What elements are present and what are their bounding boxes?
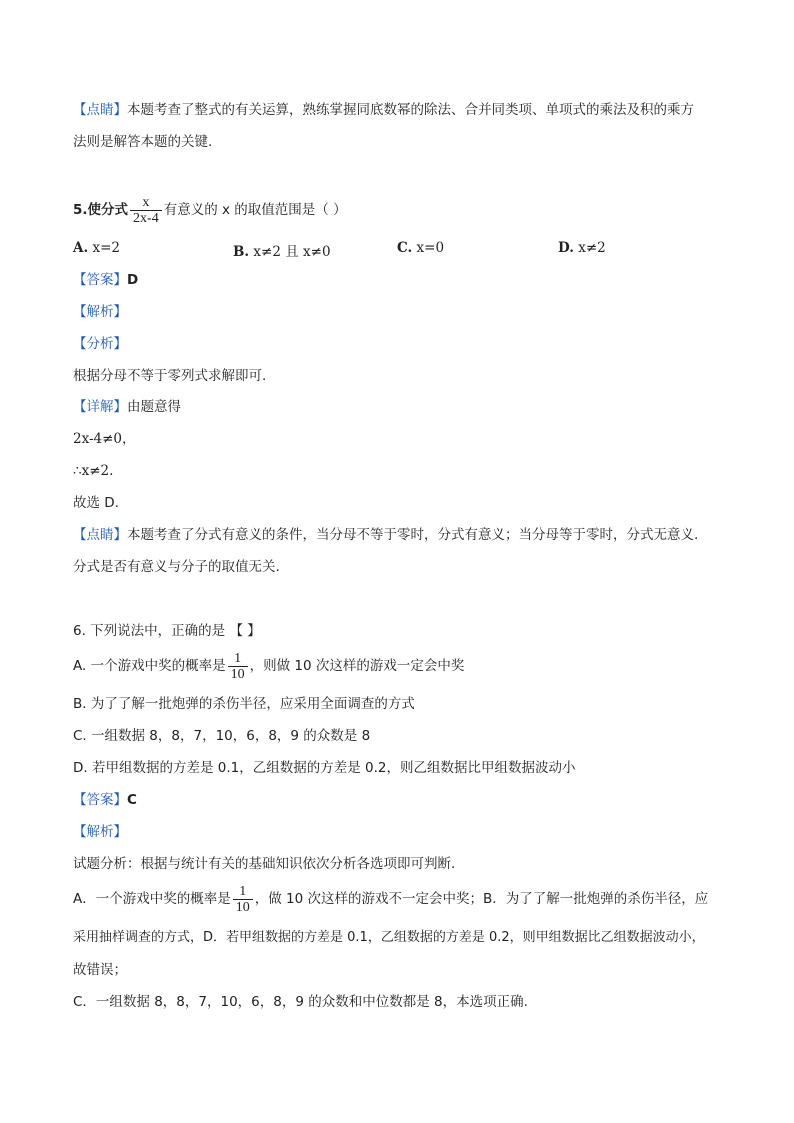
q5-stem bbox=[73, 193, 347, 227]
q6-answer bbox=[73, 791, 137, 809]
q5-option-b bbox=[233, 240, 331, 260]
q5-frac-den: 2x-4 bbox=[130, 210, 162, 226]
q6-option-a-fraction bbox=[228, 651, 248, 682]
q5-detail-tag: 【详解】 bbox=[73, 399, 127, 415]
q5-option-b-label: B. bbox=[233, 244, 250, 260]
q6-option-d: D. 若甲组数据的方差是 0.1，乙组数据的方差是 0.2，则乙组数据比甲组数据波动小 bbox=[73, 760, 576, 776]
q5-comment-line1 bbox=[73, 526, 698, 544]
q5-comment-text1: 本题考查了分式有意义的条件，当分母不等于零时，分式有意义；当分母等于零时，分式无意义. bbox=[127, 527, 699, 543]
q4-comment-text1: 本题考查了整式的有关运算，熟练掌握同底数幂的除法、合并同类项、单项式的乘法及积的乘方 bbox=[127, 102, 694, 118]
q6-analysis-line1 bbox=[73, 881, 708, 917]
q6-analysis-fraction bbox=[233, 884, 253, 915]
q5-comment-line2: 分式是否有意义与分子的取值无关. bbox=[73, 559, 280, 575]
q6-analysis-line3: 故错误； bbox=[73, 962, 127, 978]
q6-option-a bbox=[73, 648, 464, 684]
q6-analysis-line4: C．一组数据 8，8，7，10，6，8，9 的众数和中位数都是 8，本选项正确. bbox=[73, 994, 528, 1010]
q4-comment-tag: 【点睛】 bbox=[73, 102, 127, 118]
q5-option-a-text: x=2 bbox=[92, 240, 120, 256]
q5-option-c bbox=[397, 240, 444, 256]
q5-fenxi-text: 根据分母不等于零列式求解即可. bbox=[73, 368, 267, 384]
q6-option-a-frac-num: 1 bbox=[234, 650, 242, 666]
q5-stem-suffix: 有意义的 x 的取值范围是（ ） bbox=[163, 202, 347, 218]
q5-fraction bbox=[130, 195, 162, 226]
q5-option-b-text: x≠2 且 x≠0 bbox=[253, 244, 331, 260]
q6-option-b: B. 为了了解一批炮弹的杀伤半径，应采用全面调查的方式 bbox=[73, 696, 415, 712]
q6-analysis-frac-num: 1 bbox=[239, 883, 247, 899]
q6-analysis-frac-den: 10 bbox=[233, 899, 253, 915]
q5-analysis-tag: 【解析】 bbox=[73, 304, 127, 320]
q4-comment-line1 bbox=[73, 101, 694, 119]
q5-answer bbox=[73, 271, 138, 289]
q6-stem: 6. 下列说法中，正确的是 【 】 bbox=[73, 623, 261, 639]
q6-option-a-frac-den: 10 bbox=[228, 666, 248, 682]
q6-analysis-a-prefix: A．一个游戏中奖的概率是 bbox=[73, 891, 231, 907]
q5-comment-tag: 【点睛】 bbox=[73, 527, 127, 543]
q5-option-d bbox=[558, 240, 606, 256]
q5-answer-value: D bbox=[127, 272, 139, 288]
q5-detail-text: 由题意得 bbox=[127, 399, 181, 415]
q5-answer-tag: 【答案】 bbox=[73, 272, 127, 288]
q5-option-c-label: C. bbox=[397, 240, 413, 256]
q6-analysis-tag: 【解析】 bbox=[73, 824, 127, 840]
q6-option-a-prefix: A. 一个游戏中奖的概率是 bbox=[73, 658, 226, 674]
q5-step1: 2x-4≠0， bbox=[73, 431, 136, 447]
q6-option-a-suffix: ，则做 10 次这样的游戏一定会中奖 bbox=[249, 658, 465, 674]
q5-detail bbox=[73, 398, 181, 416]
q5-option-c-text: x=0 bbox=[416, 240, 445, 256]
q5-step2: ∴x≠2. bbox=[73, 463, 114, 479]
q5-option-d-label: D. bbox=[558, 240, 574, 256]
q6-option-c: C. 一组数据 8，8，7，10，6，8，9 的众数是 8 bbox=[73, 728, 371, 744]
q5-frac-num: x bbox=[142, 194, 150, 210]
q5-fenxi-tag: 【分析】 bbox=[73, 336, 127, 352]
q6-answer-tag: 【答案】 bbox=[73, 792, 127, 808]
q6-analysis-intro: 试题分析：根据与统计有关的基础知识依次分析各选项即可判断. bbox=[73, 856, 456, 872]
q5-option-a-label: A. bbox=[73, 240, 89, 256]
q4-comment-line2: 法则是解答本题的关键. bbox=[73, 134, 213, 150]
q6-analysis-a-suffix: ，做 10 次这样的游戏不一定会中奖；B．为了了解一批炮弹的杀伤半径，应 bbox=[254, 891, 709, 907]
q6-analysis-line2: 采用抽样调查的方式，D．若甲组数据的方差是 0.1，乙组数据的方差是 0.2，则甲组数据比乙组数据波动小， bbox=[73, 930, 705, 945]
q5-option-d-text: x≠2 bbox=[578, 240, 606, 256]
q6-answer-value: C bbox=[127, 792, 137, 808]
q5-stem-prefix: 5.使分式 bbox=[73, 202, 129, 218]
q5-step3: 故选 D. bbox=[73, 495, 119, 511]
q5-option-a bbox=[73, 240, 120, 256]
